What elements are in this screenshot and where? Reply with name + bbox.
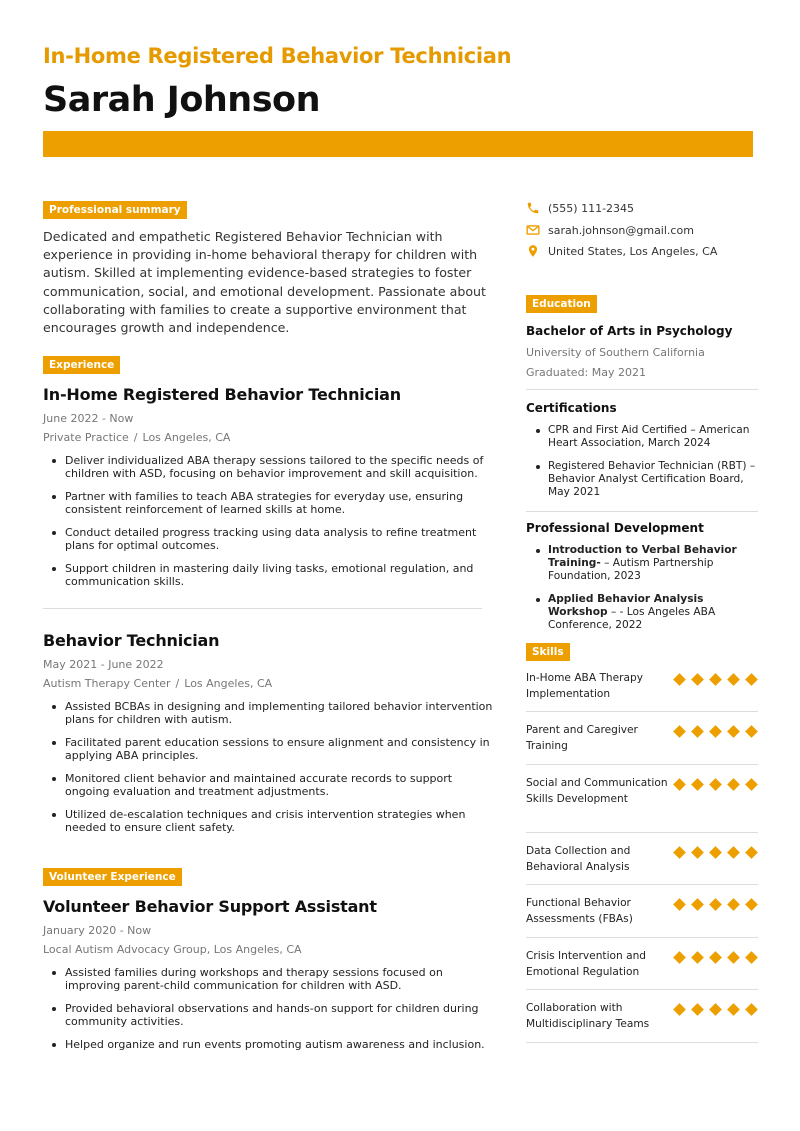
rating-diamond-icon bbox=[727, 778, 740, 791]
rating-diamond-icon bbox=[709, 778, 722, 791]
volunteer-dates: January 2020 - Now bbox=[43, 924, 152, 937]
rating-diamond-icon bbox=[727, 846, 740, 859]
list-item: Conduct detailed progress tracking using data analysis to refine treatment plans for optimal outcomes. bbox=[65, 526, 493, 552]
list-item: Facilitated parent education sessions to ensure alignment and consistency in applying ABA principles. bbox=[65, 736, 493, 762]
contact-email bbox=[526, 223, 694, 237]
list-item: Support children in mastering daily living tasks, emotional regulation, and communication skills. bbox=[65, 562, 493, 588]
skill-row bbox=[526, 775, 758, 807]
list-item bbox=[548, 544, 758, 583]
rating-diamond-icon bbox=[691, 951, 704, 964]
skill-divider bbox=[526, 1042, 758, 1043]
volunteer-bullets bbox=[43, 966, 493, 1051]
course-name: Applied Behavior Analysis Workshop bbox=[548, 593, 704, 618]
rating-diamond-icon bbox=[691, 673, 704, 686]
rating-diamond-icon bbox=[709, 846, 722, 859]
list-item: Partner with families to teach ABA strategies for everyday use, ensuring consistent reinforcement of learned skills at home. bbox=[65, 490, 493, 516]
education-degree: Bachelor of Arts in Psychology bbox=[526, 324, 733, 338]
rating-diamond-icon bbox=[673, 846, 686, 859]
phone-icon bbox=[526, 201, 540, 215]
list-item: Helped organize and run events promoting autism awareness and inclusion. bbox=[65, 1038, 493, 1051]
list-item: Assisted families during workshops and therapy sessions focused on improving parent-child communication for children with ASD. bbox=[65, 966, 493, 992]
list-item: Monitored client behavior and maintained accurate records to support ongoing evaluation and treatment adjustments. bbox=[65, 772, 493, 798]
rating-diamond-icon bbox=[745, 1003, 758, 1016]
rating-diamond-icon bbox=[673, 673, 686, 686]
rating-diamond-icon bbox=[709, 725, 722, 738]
skill-name: Collaboration with Multidisciplinary Teams bbox=[526, 1002, 650, 1030]
skill-rating bbox=[673, 1000, 758, 1032]
skill-name: Social and Communication Skills Development bbox=[526, 777, 668, 805]
skill-divider bbox=[526, 937, 758, 938]
rating-diamond-icon bbox=[745, 673, 758, 686]
list-item: Deliver individualized ABA therapy sessions tailored to the specific needs of children with ASD, focusing on behavior improvement and skill acquisition. bbox=[65, 454, 493, 480]
skill-row bbox=[526, 843, 758, 875]
skill-rating bbox=[673, 722, 758, 754]
professional-development-block bbox=[526, 521, 758, 642]
list-item: Registered Behavior Technician (RBT) – Behavior Analyst Certification Board, May 2021 bbox=[548, 460, 758, 499]
education-school: University of Southern California bbox=[526, 346, 705, 359]
education-divider bbox=[526, 389, 758, 390]
certifications-list bbox=[526, 424, 758, 499]
candidate-name: Sarah Johnson bbox=[43, 80, 321, 120]
rating-diamond-icon bbox=[673, 1003, 686, 1016]
rating-diamond-icon bbox=[709, 898, 722, 911]
skill-row bbox=[526, 1000, 758, 1032]
certifications-block bbox=[526, 401, 758, 509]
rating-diamond-icon bbox=[691, 725, 704, 738]
rating-diamond-icon bbox=[691, 1003, 704, 1016]
experience-section-label: Experience bbox=[43, 356, 120, 374]
job-dates: May 2021 - June 2022 bbox=[43, 658, 164, 671]
skill-divider bbox=[526, 884, 758, 885]
location-pin-icon bbox=[526, 244, 540, 258]
volunteer-section-label: Volunteer Experience bbox=[43, 868, 182, 886]
list-item: Assisted BCBAs in designing and implementing tailored behavior intervention plans for children with autism. bbox=[65, 700, 493, 726]
rating-diamond-icon bbox=[673, 778, 686, 791]
volunteer-role: Volunteer Behavior Support Assistant bbox=[43, 897, 377, 916]
rating-diamond-icon bbox=[745, 778, 758, 791]
list-item bbox=[548, 593, 758, 632]
skills-section-label: Skills bbox=[526, 643, 570, 661]
job-bullets bbox=[43, 454, 493, 588]
list-item: Provided behavioral observations and hands-on support for children during community activities. bbox=[65, 1002, 493, 1028]
course-detail: – - Los Angeles ABA Conference, 2022 bbox=[548, 606, 716, 631]
professional-development-title: Professional Development bbox=[526, 521, 704, 535]
job-company-line: Autism Therapy Center / Los Angeles, CA bbox=[43, 677, 273, 690]
summary-section-label: Professional summary bbox=[43, 201, 187, 219]
skill-name: In-Home ABA Therapy Implementation bbox=[526, 672, 643, 700]
rating-diamond-icon bbox=[691, 778, 704, 791]
rating-diamond-icon bbox=[673, 951, 686, 964]
rating-diamond-icon bbox=[709, 673, 722, 686]
education-entry bbox=[526, 324, 758, 379]
skill-rating bbox=[673, 670, 758, 702]
rating-diamond-icon bbox=[727, 951, 740, 964]
job-location: Los Angeles, CA bbox=[142, 431, 231, 444]
experience-entry bbox=[43, 385, 493, 598]
skill-name: Data Collection and Behavioral Analysis bbox=[526, 845, 631, 873]
skill-name: Parent and Caregiver Training bbox=[526, 724, 638, 752]
course-detail: – Autism Partnership Foundation, 2023 bbox=[548, 557, 714, 582]
job-location: Los Angeles, CA bbox=[184, 677, 273, 690]
rating-diamond-icon bbox=[727, 673, 740, 686]
job-bullets bbox=[43, 700, 493, 834]
job-role: In-Home Registered Behavior Technician bbox=[43, 385, 401, 404]
header-accent-bar bbox=[43, 131, 753, 157]
contact-phone bbox=[526, 201, 634, 215]
job-company: Private Practice bbox=[43, 431, 129, 444]
skill-row bbox=[526, 948, 758, 980]
phone-number: (555) 111-2345 bbox=[548, 201, 635, 215]
rating-diamond-icon bbox=[673, 898, 686, 911]
skill-divider bbox=[526, 711, 758, 712]
rating-diamond-icon bbox=[745, 951, 758, 964]
skill-row bbox=[526, 722, 758, 754]
education-section-label: Education bbox=[526, 295, 597, 313]
mail-icon bbox=[526, 223, 540, 237]
skill-rating bbox=[673, 948, 758, 980]
experience-entry bbox=[43, 631, 493, 844]
skill-rating bbox=[673, 895, 758, 927]
skill-name: Functional Behavior Assessments (FBAs) bbox=[526, 897, 633, 925]
email-address: sarah.johnson@gmail.com bbox=[548, 223, 694, 237]
rating-diamond-icon bbox=[709, 951, 722, 964]
skill-row bbox=[526, 895, 758, 927]
course-name: Introduction to Verbal Behavior Training- bbox=[548, 544, 737, 569]
job-role: Behavior Technician bbox=[43, 631, 220, 650]
education-graduated: Graduated: May 2021 bbox=[526, 366, 646, 379]
job-dates: June 2022 - Now bbox=[43, 412, 134, 425]
skill-divider bbox=[526, 832, 758, 833]
rating-diamond-icon bbox=[745, 898, 758, 911]
experience-divider bbox=[43, 608, 482, 609]
rating-diamond-icon bbox=[727, 1003, 740, 1016]
skill-rating bbox=[673, 843, 758, 875]
list-item: CPR and First Aid Certified – American Heart Association, March 2024 bbox=[548, 424, 758, 450]
skill-divider bbox=[526, 989, 758, 990]
header-job-title: In-Home Registered Behavior Technician bbox=[43, 44, 512, 68]
rating-diamond-icon bbox=[745, 846, 758, 859]
summary-text: Dedicated and empathetic Registered Behavior Technician with experience in providing in-home behavioral therapy for children with autism. Skilled at implementing evidence-based strategies to foster communication, social, and emotional development. Passionate about collaborating with families to create a supportive environment that encourages growth and independence. bbox=[43, 229, 486, 336]
rating-diamond-icon bbox=[691, 846, 704, 859]
skill-divider bbox=[526, 764, 758, 765]
rating-diamond-icon bbox=[709, 1003, 722, 1016]
certifications-title: Certifications bbox=[526, 401, 617, 415]
rating-diamond-icon bbox=[691, 898, 704, 911]
rating-diamond-icon bbox=[745, 725, 758, 738]
skill-rating bbox=[673, 775, 758, 807]
rating-diamond-icon bbox=[727, 725, 740, 738]
job-company: Autism Therapy Center bbox=[43, 677, 171, 690]
skill-name: Crisis Intervention and Emotional Regulation bbox=[526, 950, 647, 978]
professional-development-list bbox=[526, 544, 758, 632]
skill-row bbox=[526, 670, 758, 702]
job-company-line: Private Practice / Los Angeles, CA bbox=[43, 431, 231, 444]
volunteer-company: Local Autism Advocacy Group, Los Angeles, CA bbox=[43, 943, 302, 956]
certifications-divider bbox=[526, 511, 758, 512]
rating-diamond-icon bbox=[727, 898, 740, 911]
contact-location bbox=[526, 244, 717, 258]
location-text: United States, Los Angeles, CA bbox=[548, 244, 718, 258]
rating-diamond-icon bbox=[673, 725, 686, 738]
volunteer-entry bbox=[43, 897, 493, 1061]
list-item: Utilized de-escalation techniques and crisis intervention strategies when needed to ensure client safety. bbox=[65, 808, 493, 834]
